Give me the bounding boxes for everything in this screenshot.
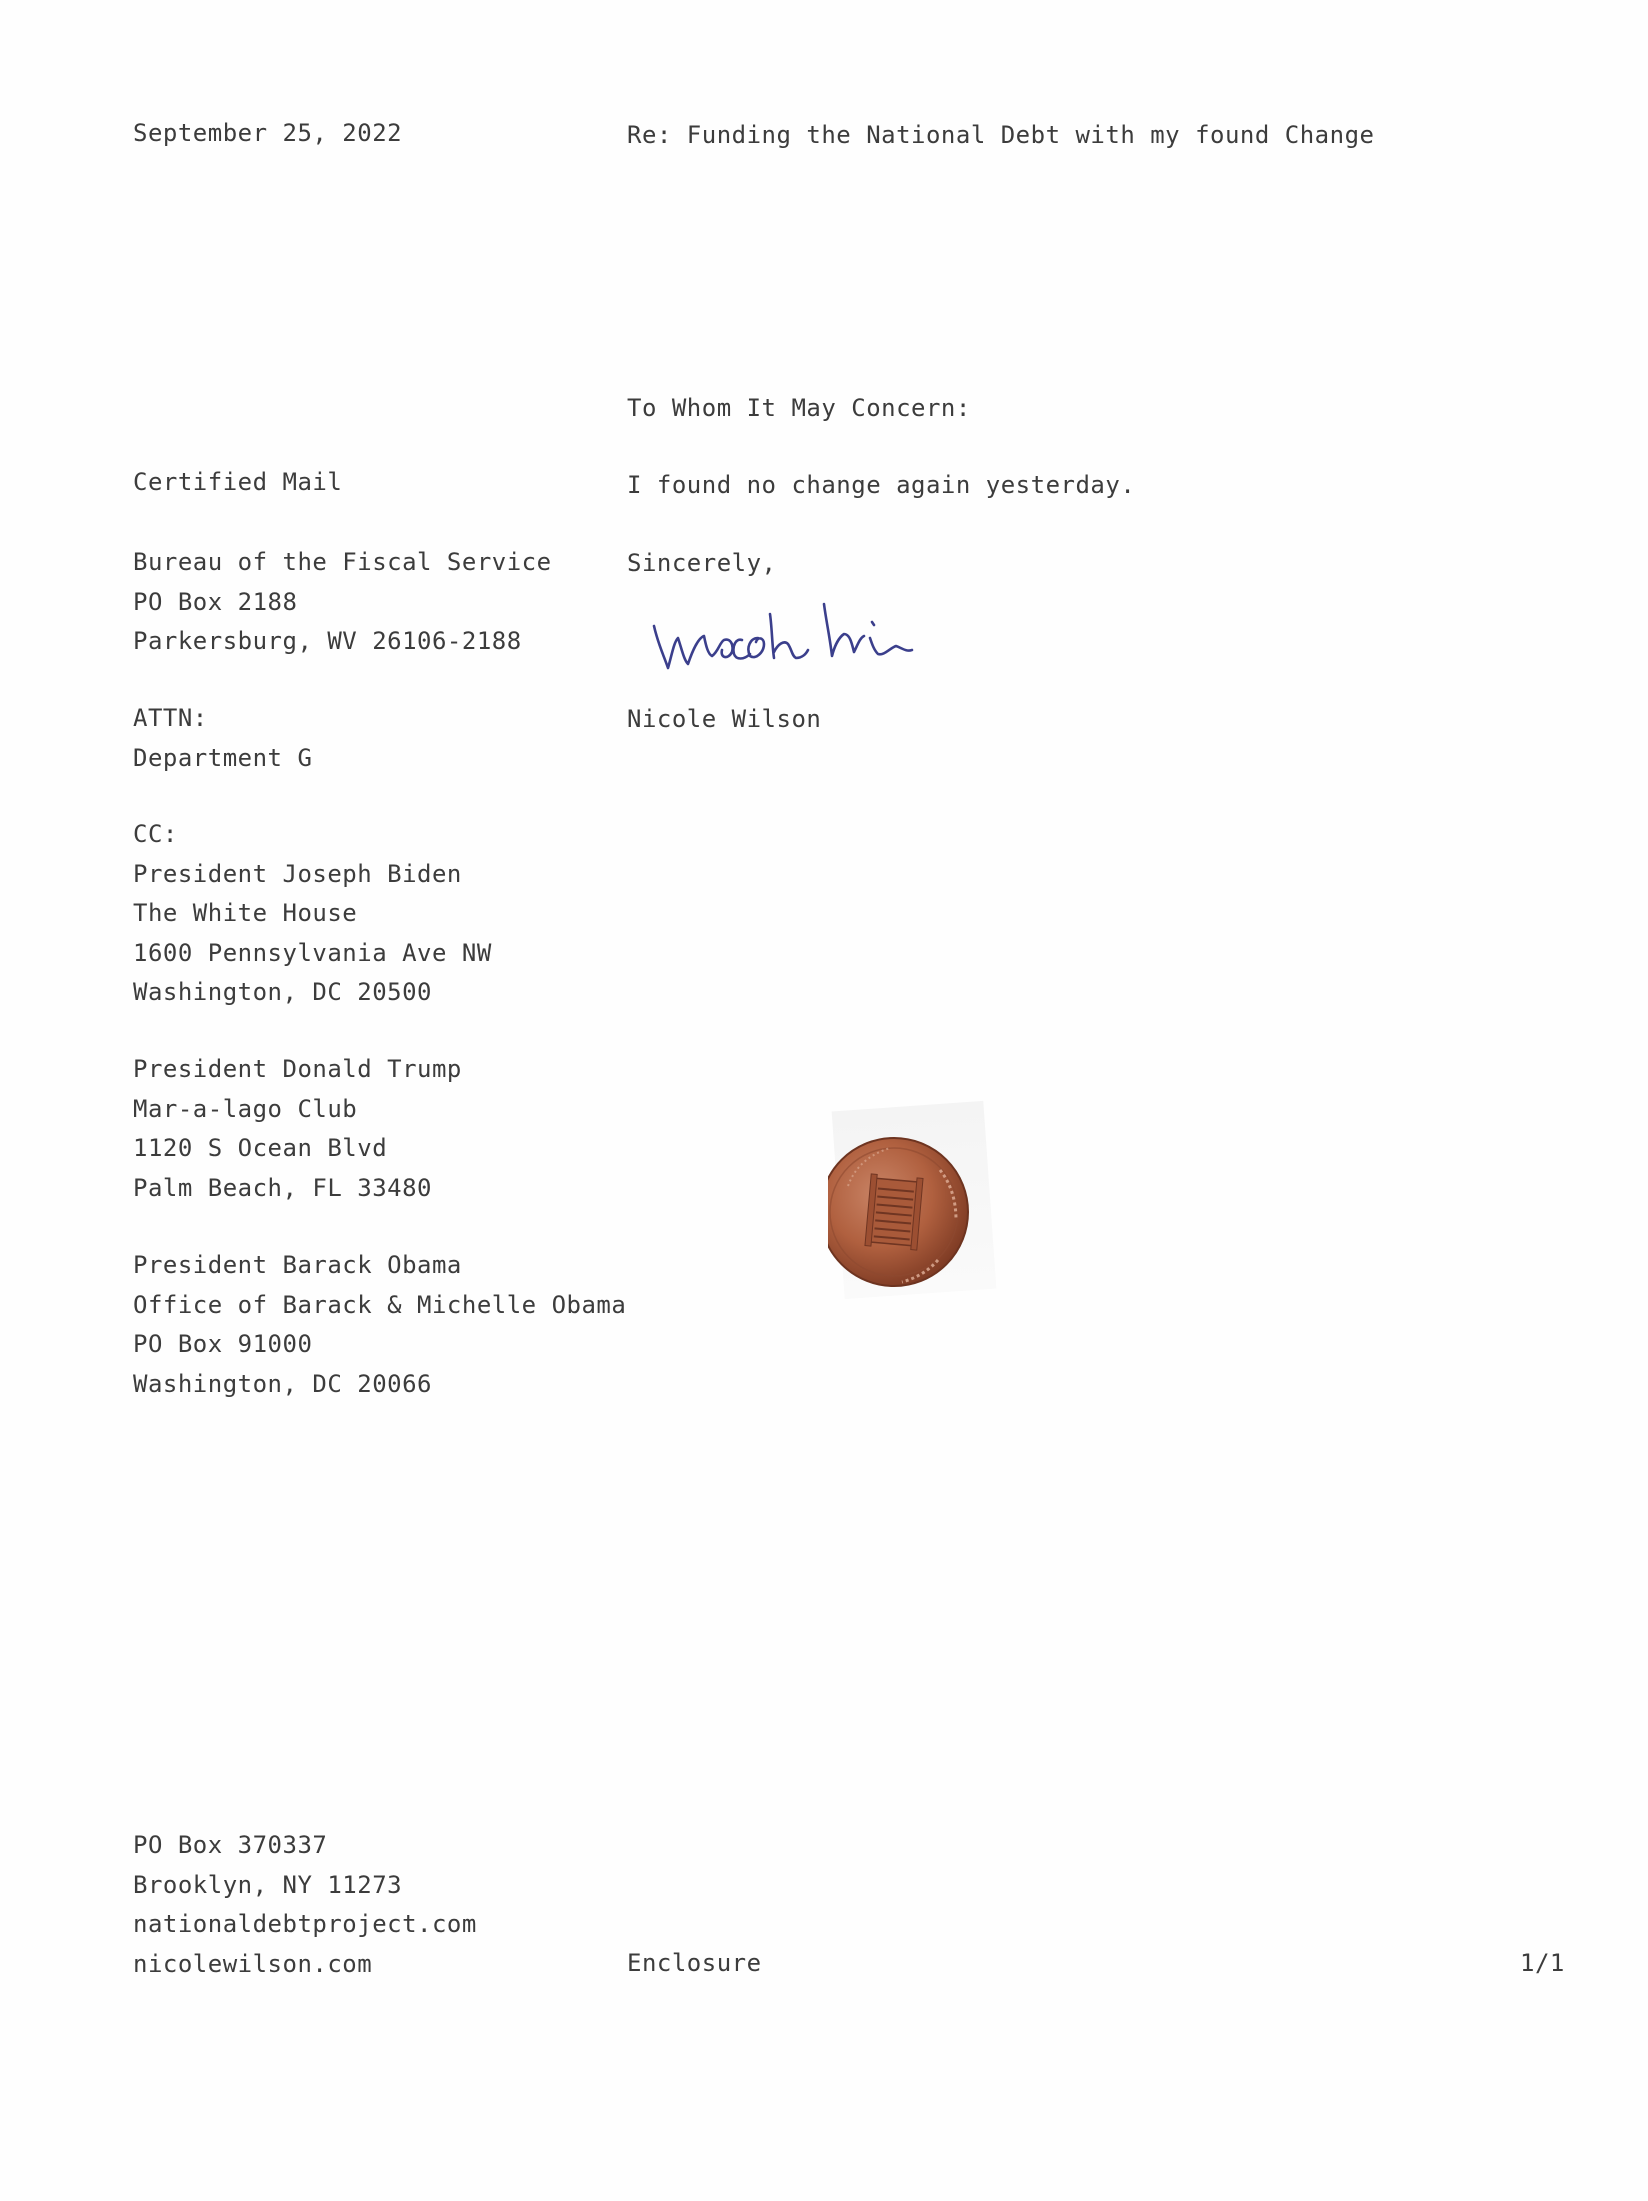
cc-line: 1120 S Ocean Blvd	[133, 1134, 388, 1162]
mailing-method: Certified Mail	[133, 468, 343, 496]
letter-body: I found no change again yesterday.	[627, 471, 1136, 499]
signer-name: Nicole Wilson	[627, 705, 822, 733]
sender-address	[133, 1826, 477, 1984]
cc-line: President Donald Trump	[133, 1055, 462, 1083]
page-number: 1/1	[1520, 1949, 1565, 1977]
cc-line: President Joseph Biden	[133, 859, 462, 888]
recipient-line: Parkersburg, WV 26106-2188	[133, 627, 522, 655]
cc-block-1	[133, 815, 492, 1013]
enclosure-note: Enclosure	[627, 1949, 762, 1977]
attn-department: Department G	[133, 743, 313, 772]
cc-block-2	[133, 1050, 462, 1208]
sender-line: PO Box 370337	[133, 1831, 328, 1859]
recipient-line: Bureau of the Fiscal Service	[133, 548, 552, 576]
letter-date: September 25, 2022	[133, 119, 403, 147]
cc-block-3	[133, 1246, 626, 1404]
salutation: To Whom It May Concern:	[627, 394, 971, 422]
signature	[646, 594, 986, 684]
cc-line: President Barack Obama	[133, 1251, 462, 1279]
recipient-address	[133, 543, 552, 662]
letter-subject: Re: Funding the National Debt with my found Change	[627, 121, 1375, 149]
attn-block	[133, 699, 312, 778]
signature-text: nicole w	[646, 594, 655, 595]
closing: Sincerely,	[627, 549, 777, 577]
cc-line: PO Box 91000	[133, 1330, 313, 1358]
cc-line: Office of Barack & Michelle Obama	[133, 1290, 627, 1319]
cc-line: Palm Beach, FL 33480	[133, 1173, 432, 1202]
enclosed-penny	[828, 1100, 998, 1300]
cc-line: 1600 Pennsylvania Ave NW	[133, 938, 492, 967]
cc-line: Washington, DC 20066	[133, 1369, 432, 1398]
attn-label: ATTN:	[133, 704, 208, 732]
cc-line: Mar-a-lago Club	[133, 1094, 358, 1123]
cc-label: CC:	[133, 820, 178, 848]
sender-line: Brooklyn, NY 11273	[133, 1870, 403, 1899]
cc-line: Washington, DC 20500	[133, 978, 432, 1006]
sender-website: nationaldebtproject.com	[133, 1910, 477, 1938]
sender-website: nicolewilson.com	[133, 1949, 373, 1978]
cc-line: The White House	[133, 899, 358, 927]
recipient-line: PO Box 2188	[133, 587, 298, 616]
penny-coin-icon	[828, 1100, 998, 1300]
